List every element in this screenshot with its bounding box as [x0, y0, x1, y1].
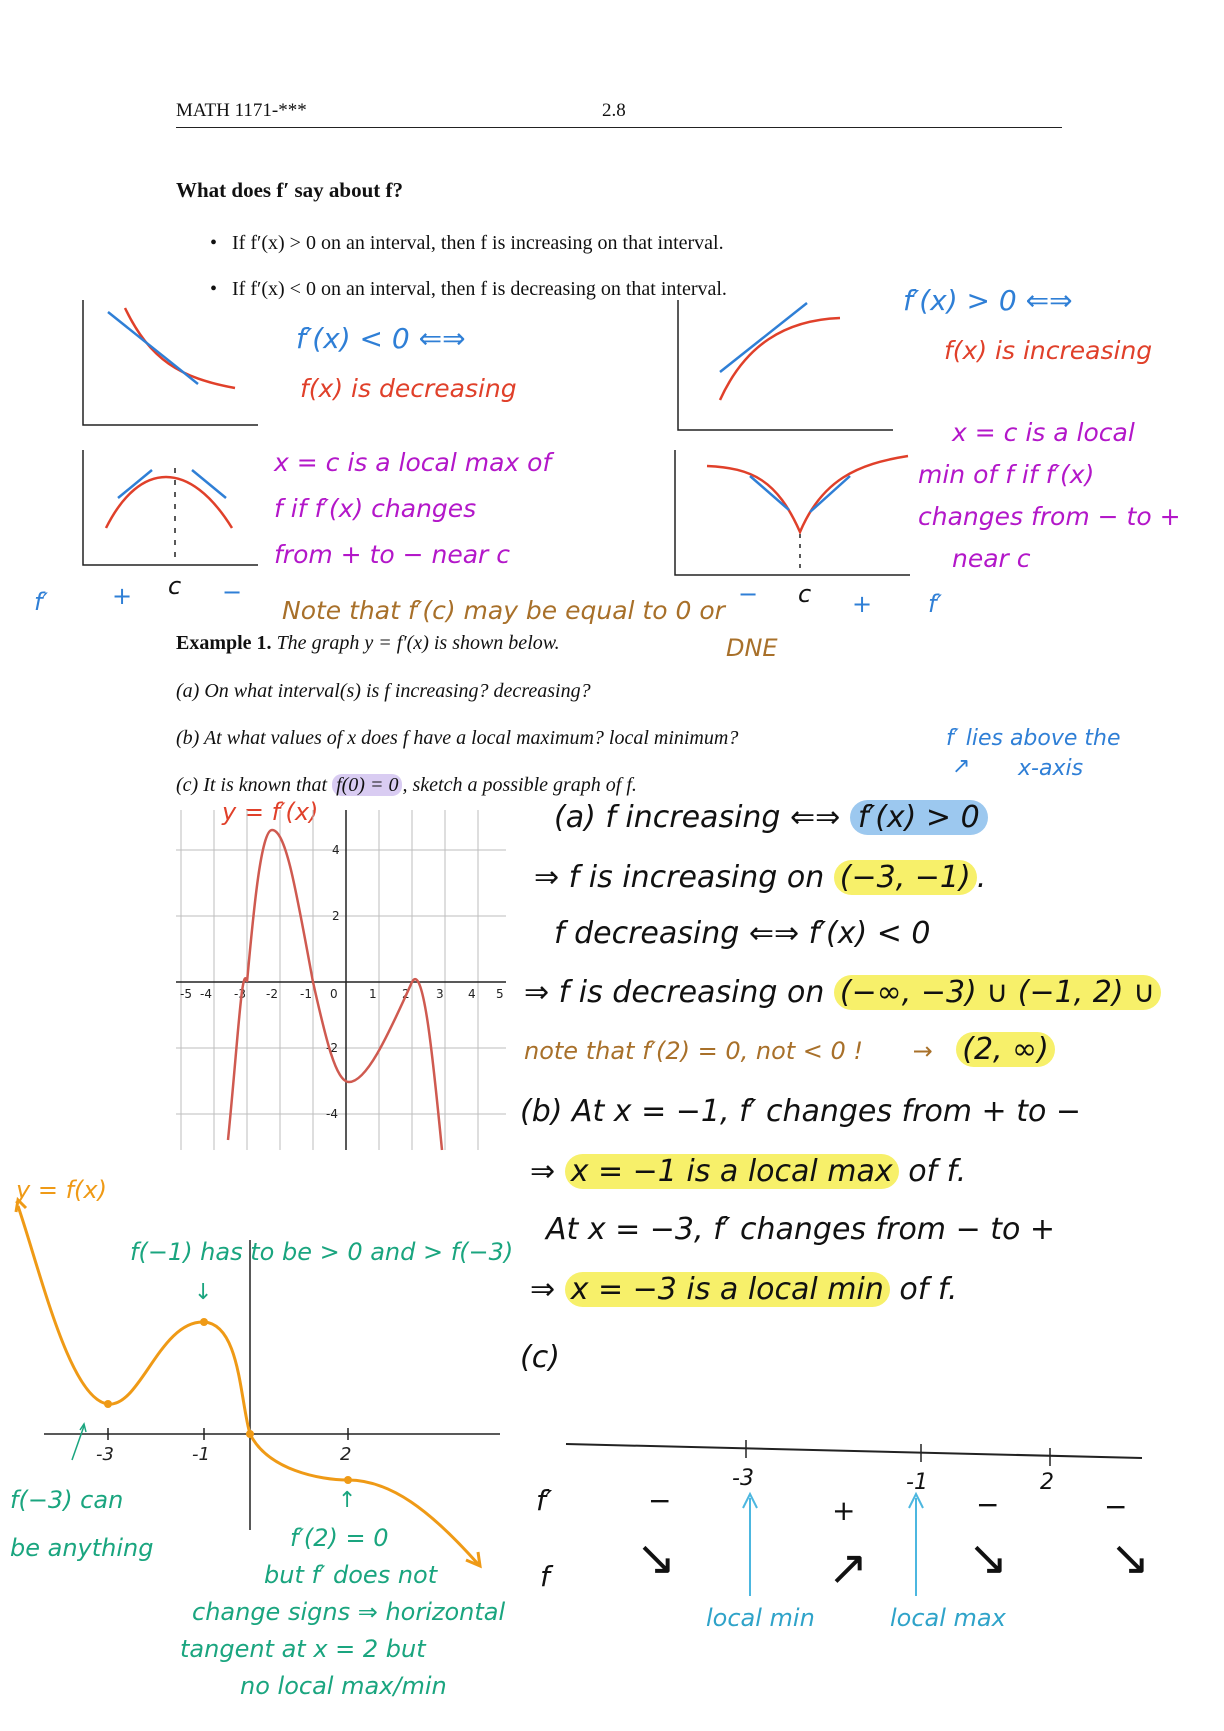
- running-header: [176, 100, 1062, 122]
- fprime-graph-label: y = f′(x): [222, 798, 319, 826]
- note-lies-above-line1: f′ lies above the: [946, 726, 1121, 751]
- note-increasing-text: f(x) is increasing: [944, 336, 1153, 365]
- sign-f-1: ↘: [636, 1530, 677, 1586]
- part-c-condition: f(0) = 0: [332, 774, 402, 796]
- note-local-max: [274, 440, 551, 578]
- note-f-minus3-line1: f(−3) can: [10, 1486, 124, 1514]
- solution-c: (c): [520, 1340, 560, 1375]
- note-local-min-line4: near c: [952, 544, 1031, 573]
- note-decreasing-equiv: f′(x) < 0 ⇐⇒: [296, 322, 466, 355]
- solution-b3: At x = −3, f′ changes from − to +: [546, 1212, 1056, 1247]
- label-local-min: local min: [706, 1604, 815, 1632]
- label-local-max: local max: [890, 1604, 1006, 1632]
- sign-f-4: ↘: [1110, 1530, 1151, 1586]
- fprime-xtick-m3: -3: [234, 987, 246, 1001]
- note-f-minus3-line2: be anything: [10, 1534, 154, 1562]
- sign-row-fprime: f′: [536, 1484, 553, 1517]
- fprime-ytick-4: 4: [332, 843, 340, 857]
- rule-increasing: • If f′(x) > 0 on an interval, then f is increasing on that interval.: [210, 220, 727, 266]
- solution-b4: [530, 1272, 957, 1307]
- f-graph-label: y = f(x): [16, 1176, 107, 1204]
- label-fprime-right: f′: [928, 590, 942, 618]
- solution-b2-hl: x = −1 is a local max: [565, 1154, 899, 1189]
- label-minus-left: −: [222, 578, 243, 606]
- note-f-2: [180, 1520, 505, 1705]
- solution-a2-post: .: [976, 860, 987, 895]
- note-dne: DNE: [726, 634, 778, 662]
- fprime-graph: [176, 810, 508, 1150]
- fprime-ytick-m2: -2: [326, 1041, 338, 1055]
- sign-f-2: ↗: [828, 1540, 869, 1596]
- solution-b4-post: of f.: [899, 1272, 958, 1307]
- label-minus-right: −: [738, 580, 759, 608]
- sign-fprime-1: −: [648, 1484, 672, 1517]
- example-part-c: [176, 774, 637, 797]
- mini-graph-local-max: [80, 450, 260, 570]
- note-local-min: [918, 412, 1181, 580]
- note-f-2-line3: change signs ⇒ horizontal: [192, 1598, 506, 1626]
- solution-a3: f decreasing ⇐⇒ f′(x) < 0: [554, 916, 931, 951]
- note-fprime-c: Note that f′(c) may be equal to 0 or: [282, 596, 725, 625]
- solution-a5-hl: (2, ∞): [956, 1032, 1055, 1067]
- rule-decreasing: • If f′(x) < 0 on an interval, then f is decreasing on that interval.: [210, 266, 727, 312]
- solution-a2: [534, 860, 986, 895]
- part-c-post: , sketch a possible graph of f.: [402, 774, 637, 796]
- sign-fprime-4: −: [1104, 1490, 1128, 1523]
- note-local-min-line1: x = c is a local: [952, 418, 1135, 447]
- label-plus-right: +: [852, 590, 873, 618]
- solution-a4-pre: ⇒ f is decreasing on: [524, 975, 825, 1010]
- solution-a1: [554, 800, 988, 835]
- label-plus-left: +: [112, 582, 133, 610]
- example-intro: [176, 632, 560, 655]
- sign-row-f: f: [540, 1560, 550, 1593]
- rule-list: [210, 220, 727, 312]
- note-local-max-line2: f if f′(x) changes: [274, 494, 477, 523]
- solution-a5-arrow: →: [912, 1037, 933, 1065]
- label-c-left: c: [168, 572, 182, 600]
- mini-graph-increasing: [675, 300, 895, 435]
- fprime-xtick-4: 4: [468, 987, 476, 1001]
- sign-fprime-3: −: [976, 1488, 1000, 1521]
- fprime-xtick-0: 0: [330, 987, 338, 1001]
- solution-a2-pre: ⇒ f is increasing on: [534, 860, 825, 895]
- fprime-ytick-m4: -4: [326, 1107, 338, 1121]
- example-part-a: (a) On what interval(s) is f increasing? decreasing?: [176, 680, 591, 702]
- mini-graph-local-min: [672, 450, 912, 580]
- solution-b2: [530, 1154, 966, 1189]
- note-local-max-line3: from + to − near c: [274, 540, 511, 569]
- note-f-2-line5: no local max/min: [240, 1672, 447, 1700]
- sign-tick-m3: -3: [732, 1466, 754, 1491]
- mini-graph-decreasing: [80, 300, 260, 430]
- course-code: MATH 1171-***: [176, 100, 307, 121]
- note-lies-above-line2: x-axis: [1018, 756, 1084, 781]
- fprime-xtick-1: 1: [369, 987, 377, 1001]
- note-f-2-line4: tangent at x = 2 but: [180, 1635, 426, 1663]
- solution-b4-hl: x = −3 is a local min: [565, 1272, 890, 1307]
- sign-chart-arrows: [740, 1490, 940, 1600]
- fprime-xtick-2: 2: [402, 987, 410, 1001]
- sign-tick-2: 2: [1040, 1470, 1054, 1495]
- section-number: 2.8: [602, 100, 626, 121]
- fprime-xtick-5: 5: [496, 987, 504, 1001]
- section-heading: What does f′ say about f?: [176, 178, 404, 202]
- header-rule: [176, 127, 1062, 128]
- sign-tick-m1: -1: [906, 1470, 928, 1495]
- fprime-xtick-m4: -4: [200, 987, 212, 1001]
- solution-a4: [524, 975, 1161, 1010]
- fprime-xtick-m5: -5: [180, 987, 192, 1001]
- note-local-min-line3: changes from − to +: [918, 502, 1181, 531]
- solution-a4-hl: (−∞, −3) ∪ (−1, 2) ∪: [834, 975, 1161, 1010]
- note-increasing-equiv: f′(x) > 0 ⇐⇒: [903, 284, 1073, 317]
- solution-a1-hl: f′(x) > 0: [850, 800, 988, 835]
- note-local-min-line2: min of f if f′(x): [918, 460, 1095, 489]
- sign-fprime-2: +: [832, 1494, 856, 1527]
- note-f-2-line2: but f′ does not: [264, 1561, 438, 1589]
- solution-a2-hl: (−3, −1): [834, 860, 977, 895]
- fprime-xtick-3: 3: [436, 987, 444, 1001]
- solution-b2-pre: ⇒: [530, 1154, 556, 1189]
- note-f-minus3: [10, 1476, 153, 1572]
- solution-a1-pre: (a) f increasing ⇐⇒: [554, 800, 841, 835]
- f-tick-m3: -3: [96, 1444, 114, 1465]
- fprime-xtick-m2: -2: [266, 987, 278, 1001]
- solution-a5-note: note that f′(2) = 0, not < 0 !: [524, 1037, 864, 1065]
- example-statement: The graph y = f′(x) is shown below.: [276, 632, 560, 654]
- note-local-max-line1: x = c is a local max of: [274, 448, 552, 477]
- solution-a5: [524, 1032, 1055, 1067]
- sign-f-3: ↘: [968, 1530, 1009, 1586]
- sign-chart-axis: [566, 1440, 1146, 1470]
- solution-b4-pre: ⇒: [530, 1272, 556, 1307]
- note-f-2-arrow: ↑: [338, 1488, 357, 1513]
- part-c-pre: (c) It is known that: [176, 774, 328, 796]
- note-f-2-line1: f′(2) = 0: [290, 1524, 389, 1552]
- arrow-lies-above: ↗: [952, 754, 971, 779]
- example-part-b: (b) At what values of x does f have a local maximum? local minimum?: [176, 727, 739, 749]
- fprime-ytick-2: 2: [332, 909, 340, 923]
- example-title: Example 1.: [176, 632, 272, 654]
- f-tick-2: 2: [340, 1444, 352, 1465]
- note-lies-above: [946, 724, 1121, 784]
- f-tick-m1: -1: [192, 1444, 210, 1465]
- note-f-minus1: f(−1) has to be > 0 and > f(−3): [130, 1238, 514, 1266]
- note-f-minus1-arrow: ↓: [194, 1280, 213, 1305]
- solution-b1: (b) At x = −1, f′ changes from + to −: [520, 1094, 1082, 1129]
- solution-b2-post: of f.: [908, 1154, 967, 1189]
- label-fprime-left: f′: [34, 588, 48, 616]
- note-decreasing-text: f(x) is decreasing: [300, 374, 517, 403]
- fprime-xtick-m1: -1: [300, 987, 312, 1001]
- label-c-right: c: [798, 580, 812, 608]
